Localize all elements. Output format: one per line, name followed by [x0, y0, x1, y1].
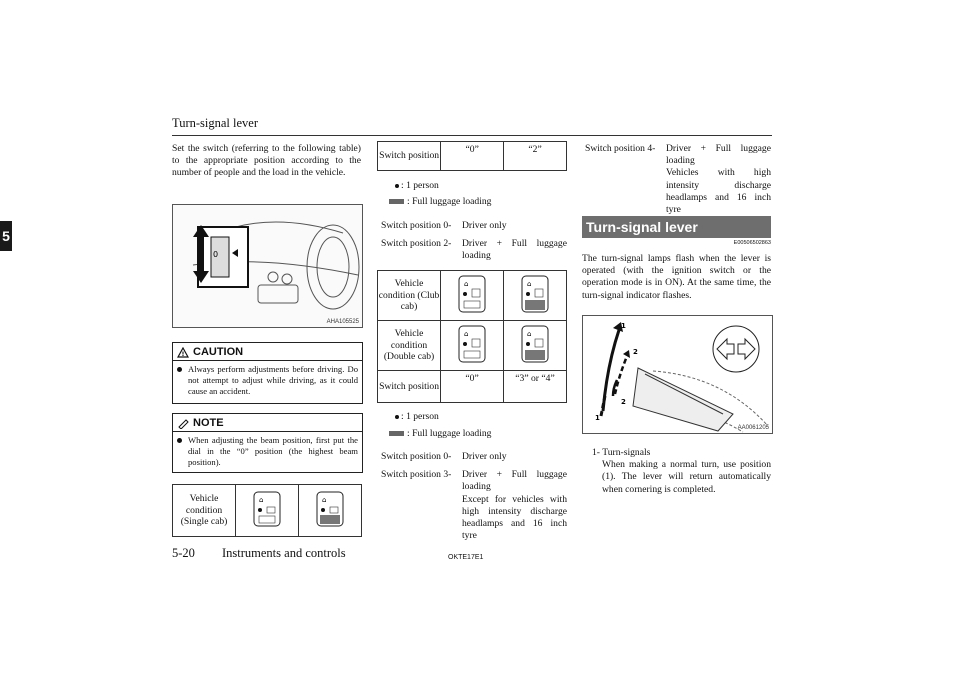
legend-luggage-2	[389, 428, 491, 439]
vehicle-load-icon	[456, 324, 488, 364]
turn-signal-illustration	[583, 316, 772, 433]
svg-text:⌂: ⌂	[322, 495, 327, 504]
position-key: Switch position 0-	[381, 220, 452, 231]
running-header: Turn-signal lever	[172, 116, 258, 130]
position-value: Driver only	[462, 451, 507, 462]
vehicle-loaded-icon	[519, 324, 551, 364]
position-4-row	[585, 143, 771, 216]
position-0-cell-2: “0”	[441, 371, 504, 403]
position-key: Switch position 2-	[381, 238, 452, 250]
item-title: 1- Turn-signals	[592, 447, 651, 458]
note-banner	[177, 417, 224, 429]
club-cab-label: Vehicle condition (Club cab)	[378, 271, 441, 321]
position-row	[381, 220, 567, 232]
document-code: OKTE17E1	[448, 554, 484, 561]
single-cab-label: Vehicle condition (Single cab)	[173, 485, 236, 537]
position-row	[381, 469, 567, 542]
note-box	[172, 413, 363, 473]
svg-text:⌂: ⌂	[259, 495, 264, 504]
legend-luggage-text: : Full luggage loading	[407, 428, 492, 439]
item-description: When making a normal turn, use position (1). The lever will return automatically when cornering is completed.	[602, 459, 771, 495]
turn-signal-figure	[582, 315, 773, 434]
figure-code: AHA105525	[326, 319, 359, 325]
legend-item-1	[592, 447, 771, 496]
caution-text: Always perform adjustments before driving. Do not attempt to adjust while driving, as it could cause an accident.	[188, 364, 358, 396]
figure-code: AA0061205	[737, 425, 769, 431]
headlamp-switch-figure	[172, 204, 363, 328]
legend-luggage-text: : Full luggage loading	[407, 196, 492, 207]
caution-divider	[173, 360, 362, 361]
cab-table	[377, 270, 567, 403]
note-title: NOTE	[193, 417, 224, 429]
chapter-tab: 5	[0, 221, 12, 251]
legend-person-text: : 1 person	[401, 180, 439, 191]
vehicle-loaded-icon	[314, 490, 346, 528]
position-key: Switch position 3-	[381, 469, 452, 481]
position-2-cell: “2”	[504, 142, 567, 171]
legend-person-2	[395, 411, 439, 422]
caution-title: CAUTION	[193, 346, 244, 358]
chapter-name: Instruments and controls	[222, 546, 346, 560]
legend-person	[395, 180, 439, 191]
club-cab-icon-cell	[441, 271, 504, 321]
vehicle-loaded-icon	[519, 274, 551, 314]
note-pencil-icon	[177, 418, 189, 429]
switch-position-label: Switch position	[378, 142, 441, 171]
position-key: Switch position 0-	[381, 451, 452, 462]
double-cab-loaded-icon-cell	[504, 321, 567, 371]
person-dot-icon	[395, 184, 399, 188]
position-value: Driver + Full luggage loading Vehicles with high intensity discharge headlamps and 16 inch tyre	[666, 143, 771, 216]
header-rule	[172, 135, 772, 136]
position-0-cell: “0”	[441, 142, 504, 171]
caution-banner	[177, 346, 243, 358]
svg-text:⌂: ⌂	[464, 279, 469, 288]
position-value: Driver + Full luggage loading Except for vehicles with high intensity discharge headlamps and 16 inch tyre	[462, 469, 567, 542]
person-dot-icon	[395, 415, 399, 419]
page-number: 5-20	[172, 546, 195, 560]
turn-signal-paragraph: The turn-signal lamps flash when the lever is operated (with the ignition switch or the operation mode is in ON). At the same time, the turn-signal indicator flashes.	[582, 253, 771, 301]
double-cab-icon-cell	[441, 321, 504, 371]
label-2-bottom: 2	[621, 398, 626, 406]
positions-list-2	[381, 451, 567, 542]
warning-triangle-icon	[177, 347, 189, 358]
switch-position-label-2: Switch position	[378, 371, 441, 403]
position-value: Driver only	[462, 220, 507, 231]
luggage-bar-icon	[389, 199, 404, 204]
note-divider	[173, 431, 362, 432]
position-value: Driver + Full luggage loading	[462, 238, 567, 262]
top-position-table	[377, 141, 567, 171]
position-3-4-cell: “3” or “4”	[504, 371, 567, 403]
intro-paragraph: Set the switch (referring to the following table) to the appropriate position according to the number of people and the load in the vehicle.	[172, 143, 361, 179]
double-cab-label: Vehicle condition (Double cab)	[378, 321, 441, 371]
svg-text:0: 0	[213, 250, 219, 259]
caution-box	[172, 342, 363, 404]
svg-text:⌂: ⌂	[464, 329, 469, 338]
position-key: Switch position 4-	[585, 143, 656, 154]
label-1-top: 1	[621, 322, 626, 330]
single-cab-icon-cell	[236, 485, 299, 537]
position-row	[381, 238, 567, 262]
club-cab-loaded-icon-cell	[504, 271, 567, 321]
caution-item	[177, 364, 358, 397]
label-2-top: 2	[633, 348, 638, 356]
note-text: When adjusting the beam position, first put the dial in the “0” position (the highest beam position).	[188, 435, 358, 467]
bullet-icon	[177, 367, 182, 372]
note-item	[177, 435, 358, 468]
vehicle-load-icon	[456, 274, 488, 314]
luggage-bar-icon	[389, 431, 404, 436]
svg-text:!: !	[181, 350, 185, 358]
single-cab-loaded-icon-cell	[299, 485, 362, 537]
legend-person-text: : 1 person	[401, 411, 439, 422]
position-row	[381, 451, 567, 463]
section-code: E00506502863	[733, 240, 771, 246]
svg-text:⌂: ⌂	[527, 329, 532, 338]
section-title-bar: Turn-signal lever	[582, 216, 771, 238]
legend-luggage	[389, 196, 491, 207]
dashboard-illustration	[173, 205, 362, 327]
svg-text:⌂: ⌂	[527, 279, 532, 288]
single-cab-table	[172, 484, 362, 537]
positions-list-1	[381, 220, 567, 263]
label-1-bottom: 1	[595, 414, 600, 422]
vehicle-load-icon	[251, 490, 283, 528]
bullet-icon	[177, 438, 182, 443]
